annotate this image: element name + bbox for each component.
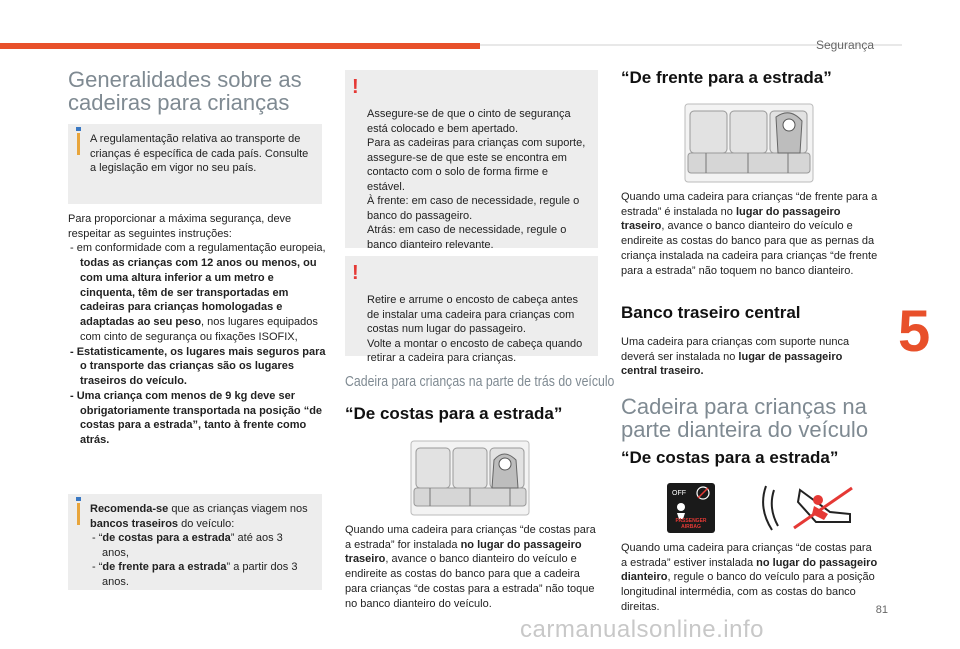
forward-facing-text: Quando uma cadeira para crianças “de frente para a estrada” é instalada no lugar do passageiro traseiro, avance o banco dianteiro do veículo e endireite as costas do banco para que as pernas da criança instalada na cadeira para crianças “de frente para a estrada” não toquem no banco dianteiro. [621,191,878,277]
warning-icon: ! [352,262,359,284]
front-rear-facing-text: Quando uma cadeira para crianças “de costas para a estrada” estiver instalada no lugar do passageiro dianteiro, regule o banco do veículo para a posição longitudinal intermédia, com as costas do banco direitas. [621,542,878,613]
instructions-block: Para proporcionar a máxima segurança, deve respeitar as seguintes instruções: - em conformidade com a regulamentação europeia, todas as crianças com 12 anos ou menos, ou com uma altura inferior a um metro e cinquenta, têm de ser transportadas em cadeiras para crianças homologadas e adaptadas ao seu peso, nos lugares equipados com cinto de segurança ou fixações ISOFIX, - Estatisticamente, os lugares mais seguros para o transporte das crianças são os lugares traseiros do veículo. - Uma criança com menos de 9 kg deve ser obrigatoriamente transportada na posição “de costas para a estrada”, tanto à frente como atrás. [68,213,326,447]
rear-facing-heading: “De costas para a estrada” [345,404,563,423]
info-icon [77,503,80,525]
info-note-legislation: A regulamentação relativa ao transporte de crianças é específica de cada país. Consulte a legislação em vigor no seu país. [68,124,322,204]
header-accent-bar [0,43,480,49]
page-number: 81 [875,604,888,616]
list-item: - Uma criança com menos de 9 kg deve ser obrigatoriamente transportada na posição “de costas para a estrada”, tanto à frente como atrás. [70,389,323,447]
child-seat-airbag-illustration [760,478,860,538]
list-item: - “de costas para a estrada” até aos 3 anos, [92,532,283,559]
airbag-label: PASSENGER AIRBAG [675,518,707,530]
front-rear-facing-heading: “De costas para a estrada” [621,448,839,467]
section-label: Segurança [815,38,874,52]
rear-subtitle: Cadeira para crianças na parte de trás do veículo [345,373,615,390]
forward-child-seat-icon [684,103,814,183]
front-seat-title: Cadeira para crianças na parte dianteira do veículo [621,394,869,443]
airbag-off-icon [667,483,715,521]
warning-note-seatbelt: ! Assegure-se de que o cinto de segurança está colocado e bem apertado. Para as cadeiras para crianças com suporte, assegure-se de que este se encontra em contacto com o solo de forma firme e estável. À frente: em caso de necessidade, regule o banco do passageiro. Atrás: em caso de necessidade, regule o banco dianteiro relevante. [345,70,598,248]
svg-text:OFF: OFF [672,490,686,497]
rear-facing-seat-illustration [410,440,530,516]
rear-seat-child-seat-icon [410,440,530,516]
info-icon [77,133,80,155]
list-item: - em conformidade com a regulamentação europeia, todas as crianças com 12 anos ou menos, ou com uma altura inferior a um metro e cinquenta, têm de ser transportadas em cadeiras para crianças homologadas e adaptadas ao seu peso, nos lugares equipados com cinto de segurança ou fixações ISOFIX, [70,242,326,343]
warning-note-headrest: ! Retire e arrume o encosto de cabeça antes de instalar uma cadeira para crianças com costas num lugar do passageiro. Volte a montar o encosto de cabeça quando retirar a cadeira para crianças. [345,256,598,356]
center-seat-text: Uma cadeira para crianças com suporte nunca deverá ser instalada no lugar de passageiro central traseiro. [621,336,850,378]
warning-icon: ! [352,76,359,98]
rear-facing-child-seat-crossed-icon [760,478,860,538]
info-note-rear-seats: Recomenda-se que as crianças viagem nos bancos traseiros do veículo: - “de costas para a estrada” até aos 3 anos, - “de frente para a estrada” a partir dos 3 anos. [68,494,322,590]
rear-facing-text: Quando uma cadeira para crianças “de costas para a estrada” for instalada no lugar do passageiro traseiro, avance o banco dianteiro do veículo e endireite as costas do banco para que a cadeira para crianças “de costas para a estrada” não toque no banco dianteiro do veículo. [345,524,596,610]
forward-facing-heading: “De frente para a estrada” [621,68,832,87]
watermark: carmanualsonline.info [520,616,764,643]
general-title: Generalidades sobre as cadeiras para crianças [68,67,302,116]
list-item: - Estatisticamente, os lugares mais seguros para o transporte das crianças são os lugares traseiros do veículo. [70,345,326,388]
forward-facing-seat-illustration [684,103,814,183]
airbag-off-indicator [667,483,715,533]
list-item: - “de frente para a estrada” a partir dos 3 anos. [92,561,298,588]
center-seat-heading: Banco traseiro central [621,303,801,322]
chapter-number: 5 [898,299,931,364]
